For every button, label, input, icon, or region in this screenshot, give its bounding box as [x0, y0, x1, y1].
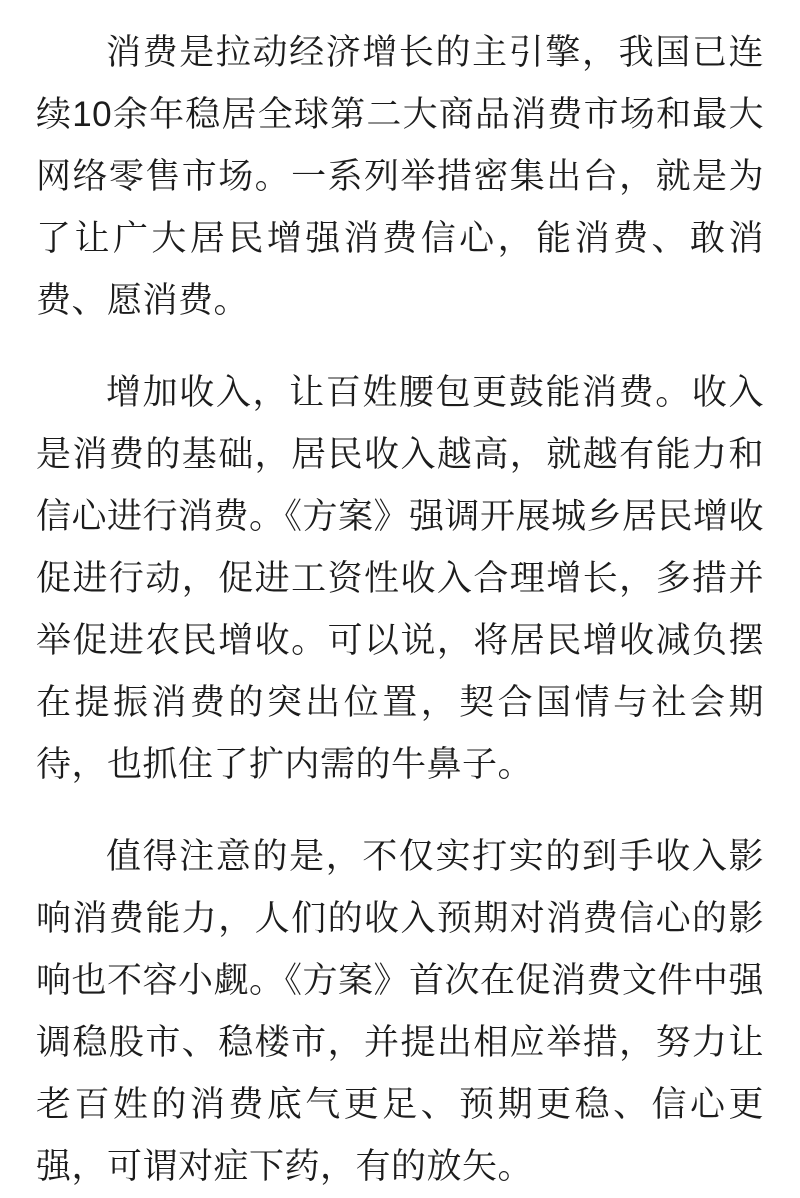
paragraph: 消费是拉动经济增长的主引擎，我国已连续10余年稳居全球第二大商品消费市场和最大网络零售市场。一系列举措密集出台，就是为了让广大居民增强消费信心，能消费、敢消费、愿消费。	[36, 33, 764, 320]
paragraph: 值得注意的是，不仅实打实的到手收入影响消费能力，人们的收入预期对消费信心的影响也不容小觑。《方案》首次在促消费文件中强调稳股市、稳楼市，并提出相应举措，努力让老百姓的消费底气更足、预期更稳、信心更强，可谓对症下药，有的放矢。	[36, 837, 765, 1186]
paragraph: 增加收入，让百姓腰包更鼓能消费。收入是消费的基础，居民收入越高，就越有能力和信心进行消费。《方案》强调开展城乡居民增收促进行动，促进工资性收入合理增长，多措并举促进农民增收。可以说，将居民增收减负摆在提振消费的突出位置，契合国情与社会期待，也抓住了扩内需的牛鼻子。	[36, 373, 765, 784]
